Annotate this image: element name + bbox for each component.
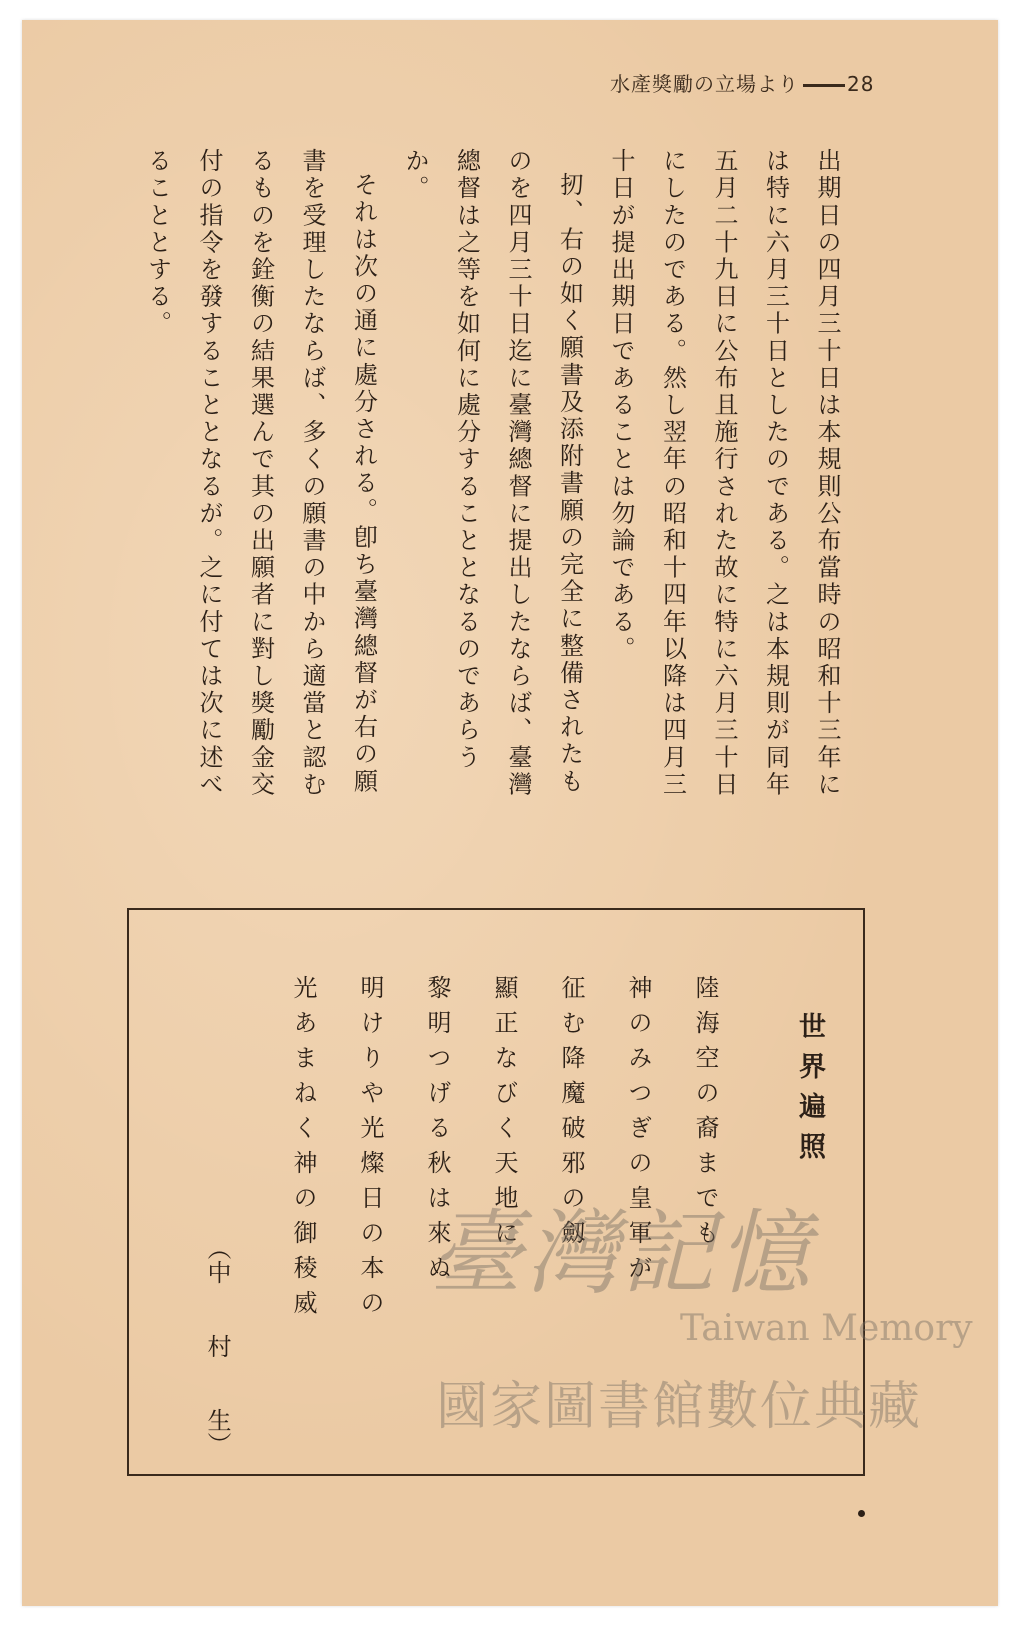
- body-text: [143, 148, 852, 808]
- paragraph-3: それは次の通に處分される。卽ち臺灣總督が右の願書を受理したならば、多くの願書の中から適當と認むるものを銓衡の結果選んで其の出願者に對し獎勵金交付の指令を發することとなるが。之に付ては次に述べることとする。: [143, 148, 378, 799]
- author-part-1: （中: [203, 1236, 231, 1284]
- poem-line-6: 明けりや光燦日の本の: [356, 975, 384, 1325]
- ink-dot: [858, 1510, 865, 1517]
- poem-line-2: 神のみつぎの皇軍が: [624, 975, 652, 1290]
- watermark-english: Taiwan Memory: [680, 1308, 973, 1349]
- poem-author: [200, 1236, 235, 1456]
- poem-line-3: 征む降魔破邪の劔: [557, 975, 585, 1255]
- author-part-2: 村: [203, 1334, 231, 1358]
- page-number: 28: [847, 72, 875, 96]
- poem-line-7: 光あまねく神の御稜威: [289, 975, 317, 1325]
- paragraph-2: 扨、右の如く願書及添附書願の完全に整備されたものを四月三十日迄に臺灣總督に提出したならば、臺灣總督は之等を如何に處分することとなるのであらうか。: [401, 148, 584, 799]
- poem-line-4: 顯正なびく天地に: [490, 975, 518, 1255]
- watermark-logo: 臺灣記憶: [430, 1200, 815, 1307]
- poem-line-1: 陸海空の裔までも: [691, 975, 719, 1255]
- running-header: [610, 68, 900, 97]
- poem-body: [268, 975, 738, 1395]
- watermark-subtitle: 國家圖書館數位典藏: [436, 1377, 923, 1437]
- poem-title: 世界遍照: [794, 1012, 825, 1172]
- poem-line-5: 黎明つげる秋は來ぬ: [423, 975, 451, 1290]
- paragraph-1: 出期日の四月三十日は本規則公布當時の昭和十三年には特に六月三十日としたのである。之は本規則が同年五月二十九日に公布且施行された故に特に六月三十日にしたのである。然し翌年の昭和十四年以降は四月三十日が提出期日であることは勿論である。: [607, 148, 841, 799]
- header-dash: [803, 84, 845, 87]
- author-part-3: 生）: [203, 1408, 231, 1456]
- running-title: 水產獎勵の立場より: [610, 72, 799, 96]
